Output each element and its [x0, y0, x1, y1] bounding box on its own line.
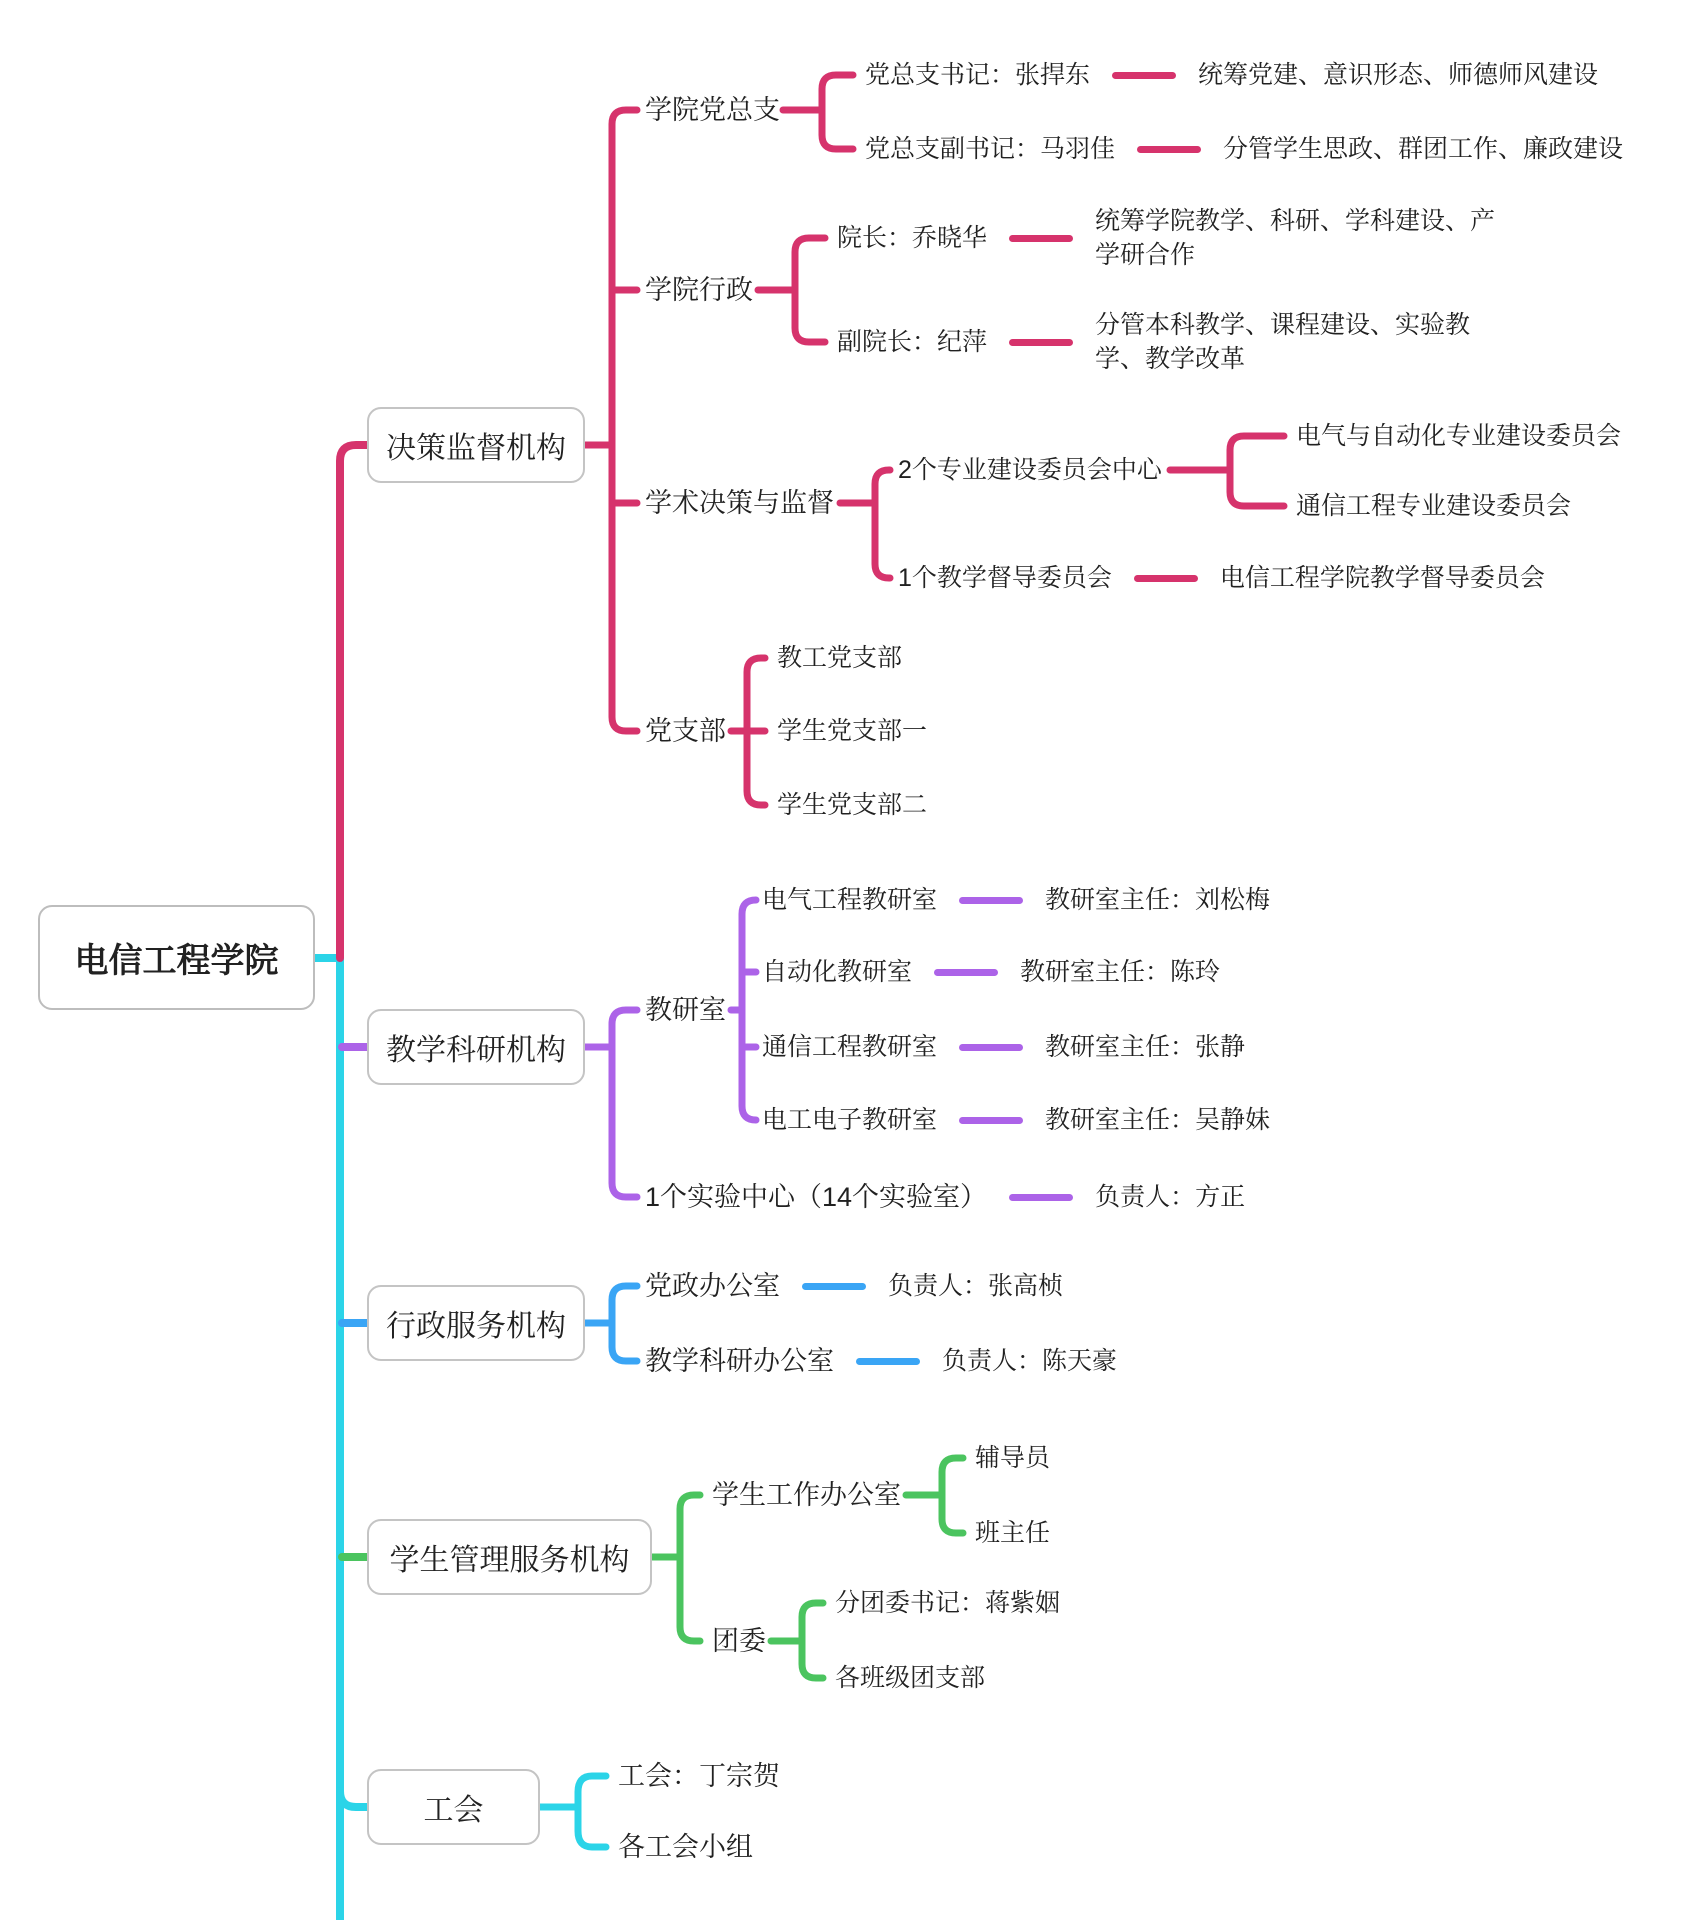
node-communication-committee[interactable]: 通信工程专业建设委员会: [1296, 492, 1572, 520]
node-counselor[interactable]: 辅导员: [975, 1444, 1051, 1472]
node-automation-office[interactable]: 自动化教研室: [762, 958, 913, 986]
dash-connector: [1009, 339, 1073, 346]
node-electrical-engineering-office[interactable]: 电气工程教研室: [762, 886, 938, 914]
branch-box-administrative-service[interactable]: 行政服务机构: [367, 1285, 585, 1361]
branch-box-labor-union[interactable]: 工会: [367, 1769, 540, 1845]
desc-electrical-engineering-office-head[interactable]: 教研室主任：刘松梅: [1045, 886, 1271, 914]
topic-row-communication-office: [762, 1030, 1245, 1064]
branch-box-decision-supervision[interactable]: 决策监督机构: [367, 407, 585, 483]
node-party-secretary[interactable]: 党总支书记：张捍东: [865, 61, 1091, 89]
dash-connector: [856, 1358, 920, 1365]
node-professional-committee-center[interactable]: 2个专业建设委员会中心: [898, 456, 1162, 484]
topic-row-dean: [837, 204, 1505, 272]
node-electrical-electronics-office[interactable]: 电工电子教研室: [762, 1106, 938, 1134]
dash-connector: [1137, 146, 1201, 153]
node-student-party-branch-1[interactable]: 学生党支部一: [777, 717, 928, 745]
dash-connector: [1134, 575, 1198, 582]
node-class-league-branches[interactable]: 各班级团支部: [835, 1664, 986, 1692]
topic-row-party-admin-office: [645, 1269, 1063, 1303]
node-youth-league[interactable]: 团委: [712, 1626, 766, 1656]
node-teaching-supervision-committee[interactable]: 1个教学督导委员会: [898, 564, 1112, 592]
dash-connector: [1009, 1194, 1073, 1201]
node-league-secretary[interactable]: 分团委书记：蒋紫姻: [835, 1589, 1061, 1617]
node-teaching-research-offices[interactable]: 教研室: [645, 995, 726, 1025]
node-deputy-party-secretary[interactable]: 党总支副书记：马羽佳: [865, 135, 1116, 163]
node-academic-decision-supervision[interactable]: 学术决策与监督: [645, 488, 834, 518]
dash-connector: [934, 969, 998, 976]
desc-communication-office-head[interactable]: 教研室主任：张静: [1045, 1033, 1246, 1061]
desc-dean-duties[interactable]: 统筹学院教学、科研、学科建设、产学研合作: [1095, 207, 1496, 269]
node-communication-office[interactable]: 通信工程教研室: [762, 1033, 938, 1061]
dash-connector: [959, 1117, 1023, 1124]
desc-party-secretary-duties[interactable]: 统筹党建、意识形态、师德师风建设: [1198, 61, 1599, 89]
root-node-college[interactable]: 电信工程学院: [38, 905, 315, 1010]
node-student-affairs-office[interactable]: 学生工作办公室: [712, 1480, 901, 1510]
node-faculty-party-branch[interactable]: 教工党支部: [777, 644, 903, 672]
node-electrical-automation-committee[interactable]: 电气与自动化专业建设委员会: [1296, 422, 1622, 450]
dash-connector: [1112, 72, 1176, 79]
desc-deputy-party-secretary-duties[interactable]: 分管学生思政、群团工作、廉政建设: [1223, 135, 1624, 163]
node-student-party-branch-2[interactable]: 学生党支部二: [777, 791, 928, 819]
node-union-head[interactable]: 工会：丁宗贺: [618, 1761, 780, 1791]
node-teaching-research-admin-office[interactable]: 教学科研办公室: [645, 1346, 834, 1376]
topic-row-deputy-party-secretary: [865, 132, 1623, 166]
topic-row-experiment-center: [645, 1180, 1245, 1214]
node-experiment-center[interactable]: 1个实验中心（14个实验室）: [645, 1182, 988, 1212]
desc-party-admin-office-head[interactable]: 负责人：张高桢: [888, 1272, 1064, 1300]
topic-row-automation-office: [762, 955, 1220, 989]
desc-experiment-center-head[interactable]: 负责人：方正: [1095, 1183, 1246, 1211]
desc-automation-office-head[interactable]: 教研室主任：陈玲: [1020, 958, 1221, 986]
node-class-teacher[interactable]: 班主任: [975, 1519, 1051, 1547]
desc-teaching-supervision-committee-name[interactable]: 电信工程学院教学督导委员会: [1219, 564, 1545, 592]
dash-connector: [1009, 235, 1073, 242]
branch-box-teaching-research[interactable]: 教学科研机构: [367, 1009, 585, 1085]
desc-teaching-research-admin-office-head[interactable]: 负责人：陈天豪: [942, 1347, 1118, 1375]
desc-electrical-electronics-office-head[interactable]: 教研室主任：吴静妹: [1045, 1106, 1271, 1134]
node-vice-dean[interactable]: 副院长：纪萍: [837, 328, 988, 356]
desc-vice-dean-duties[interactable]: 分管本科教学、课程建设、实验教学、教学改革: [1095, 311, 1471, 373]
node-party-admin-office[interactable]: 党政办公室: [645, 1271, 780, 1301]
dash-connector: [959, 897, 1023, 904]
node-college-administration[interactable]: 学院行政: [645, 275, 753, 305]
topic-row-teaching-research-admin-office: [645, 1344, 1117, 1378]
node-college-party-general-branch[interactable]: 学院党总支: [645, 95, 780, 125]
dash-connector: [802, 1283, 866, 1290]
branch-box-student-management[interactable]: 学生管理服务机构: [367, 1519, 652, 1595]
topic-row-electrical-engineering-office: [762, 883, 1270, 917]
node-union-groups[interactable]: 各工会小组: [618, 1832, 753, 1862]
topic-row-teaching-supervision-committee: [898, 561, 1545, 595]
node-party-branches[interactable]: 党支部: [645, 716, 726, 746]
topic-row-electrical-electronics-office: [762, 1103, 1270, 1137]
topic-row-party-secretary: [865, 58, 1598, 92]
topic-row-vice-dean: [837, 308, 1505, 376]
node-dean[interactable]: 院长：乔晓华: [837, 224, 988, 252]
dash-connector: [959, 1044, 1023, 1051]
